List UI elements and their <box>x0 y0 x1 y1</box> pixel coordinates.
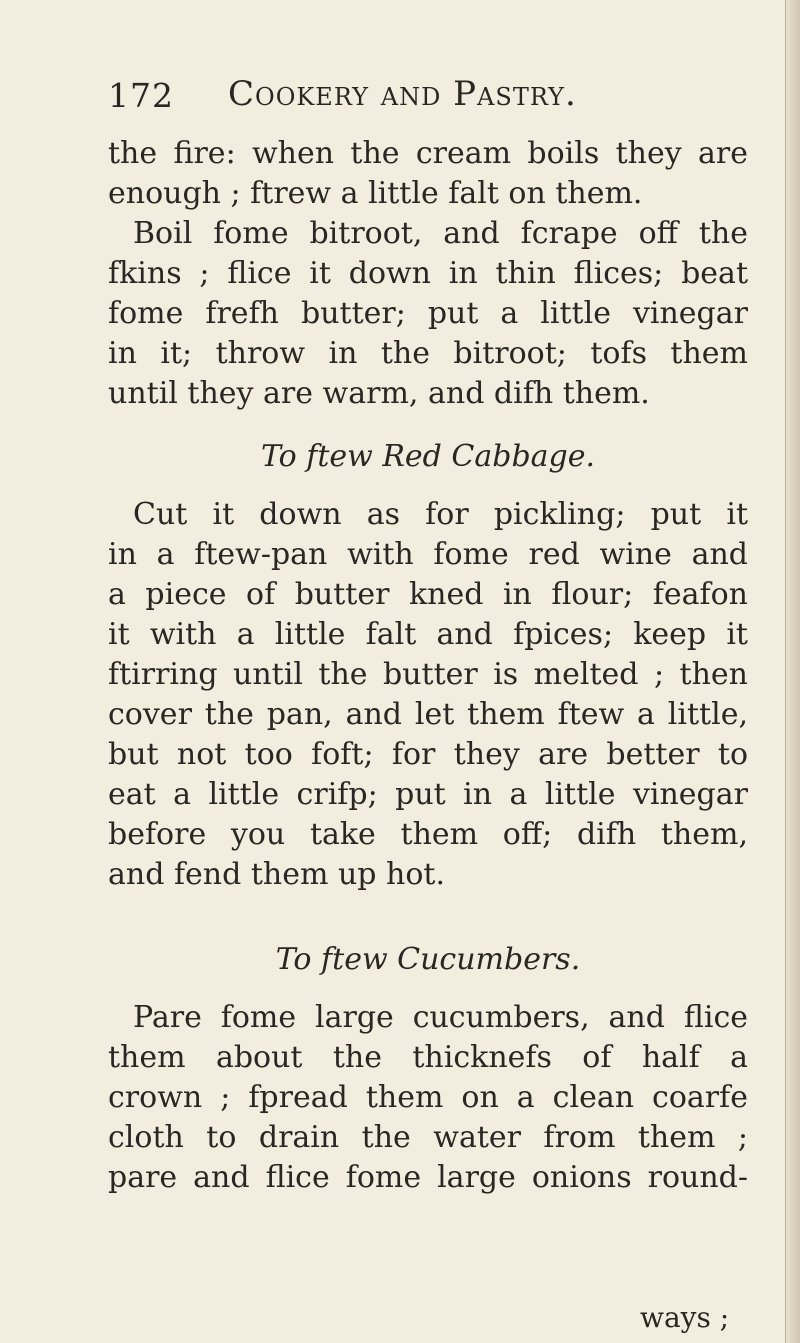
text-line: but not too foft; for they are better to <box>108 737 748 772</box>
catchword: ways ; <box>640 1301 730 1334</box>
text-line: enough ; ftrew a little falt on them. <box>108 176 643 211</box>
text-line: it with a little falt and fpices; keep it <box>108 617 748 652</box>
text-line: before you take them off; difh them, <box>108 817 748 852</box>
page-number: 172 <box>108 76 174 115</box>
text-line: fome frefh butter; put a little vinegar <box>108 296 748 331</box>
text-line: the fire: when the cream boils they are <box>108 136 748 171</box>
text-line: Boil fome bitroot, and fcrape off the <box>133 216 748 251</box>
section-heading: To ftew Cucumbers. <box>275 942 581 977</box>
text-line: Cut it down as for pickling; put it <box>133 497 748 532</box>
text-line: cover the pan, and let them ftew a little, <box>108 697 748 732</box>
text-line: fkins ; flice it down in thin flices; beat <box>108 256 748 291</box>
text-line: them about the thicknefs of half a <box>108 1040 748 1075</box>
text-line: and fend them up hot. <box>108 857 446 892</box>
page-edge <box>785 0 800 1343</box>
text-line: ftirring until the butter is melted ; then <box>108 657 748 692</box>
text-line: crown ; fpread them on a clean coarfe <box>108 1080 748 1115</box>
text-line: until they are warm, and difh them. <box>108 376 650 411</box>
text-line: eat a little crifp; put in a little vinegar <box>108 777 748 812</box>
running-title: Cookery and Pastry. <box>228 74 577 114</box>
page-header <box>108 70 748 120</box>
text-line: a piece of butter kned in flour; feafon <box>108 577 748 612</box>
text-line: in a ftew-pan with fome red wine and <box>108 537 748 572</box>
section-heading: To ftew Red Cabbage. <box>260 439 596 474</box>
text-line: Pare fome large cucumbers, and flice <box>133 1000 748 1035</box>
text-line: pare and flice fome large onions round- <box>108 1160 748 1195</box>
text-line: in it; throw in the bitroot; tofs them <box>108 336 748 371</box>
text-line: cloth to drain the water from them ; <box>108 1120 748 1155</box>
